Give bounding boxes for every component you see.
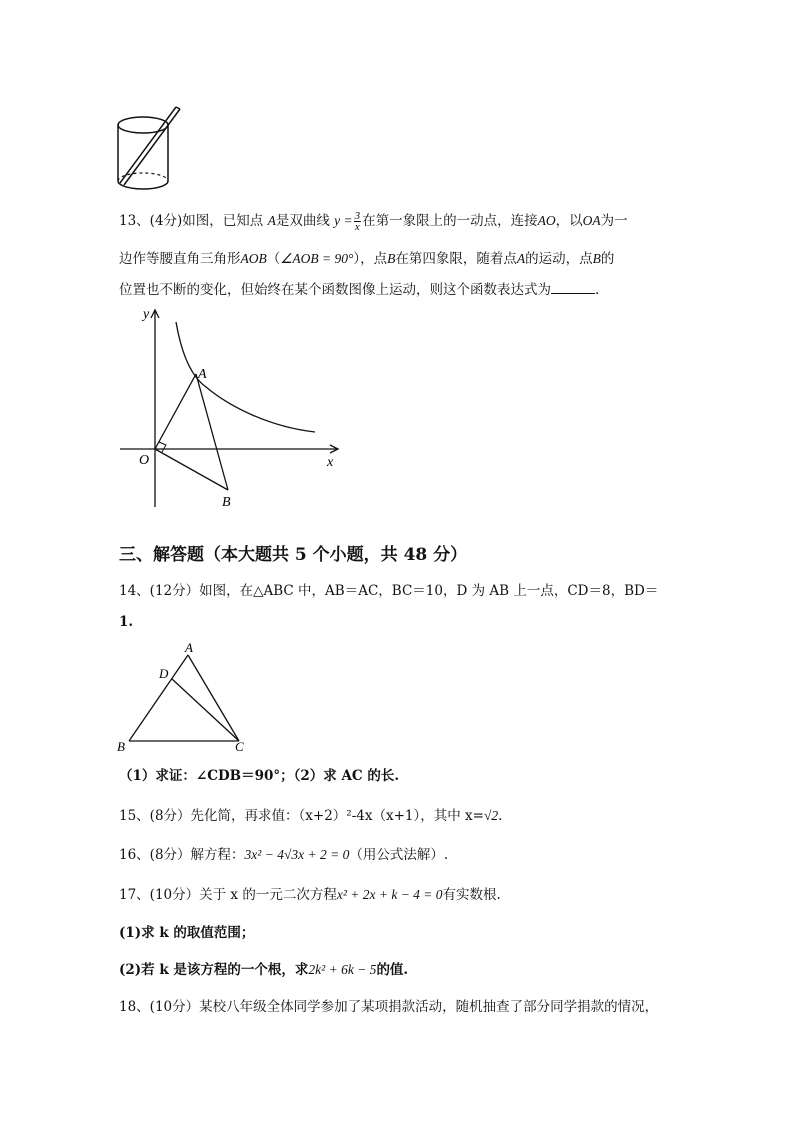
q13-line2: 边作等腰直角三角形AOB（∠AOB = 90°），点B在第四象限，随着点A的运动，点B的 <box>119 251 615 267</box>
q14-line1: 14、(12分）如图，在△ABC 中，AB＝AC，BC＝10，D 为 AB 上一点，CD＝8，BD＝ <box>119 583 659 599</box>
segment-OB <box>155 449 228 490</box>
q17-line: 17、(10分）关于 x 的一元二次方程x² + 2x + k − 4 = 0有实数根. <box>119 887 501 903</box>
segment-CD <box>172 679 239 741</box>
q17-sub2: (2)若 k 是该方程的一个根，求2k² + 6k − 5的值. <box>119 962 409 978</box>
q14-line2: 1. <box>119 614 134 630</box>
label-y: y <box>143 307 150 322</box>
label-x: x <box>327 455 334 470</box>
q18-line: 18、(10分）某校八年级全体同学参加了某项捐款活动，随机抽查了部分同学捐款的情况， <box>119 999 659 1015</box>
label-B: B <box>222 495 231 510</box>
segment-AC <box>188 655 239 741</box>
label-B: B <box>117 739 125 754</box>
q13-line3: 位置也不断的变化，但始终在某个函数图像上运动，则这个函数表达式为 . <box>119 282 600 298</box>
label-A: A <box>198 367 207 382</box>
section-heading: 三、解答题（本大题共 5 个小题，共 48 分） <box>119 545 468 565</box>
q14-subquestions: （1）求证：∠CDB＝90°；（2）求 AC 的长. <box>119 768 400 784</box>
fraction-3-over-x: $\frac{3}{x}$ <box>354 210 361 233</box>
label-D: D <box>159 666 169 681</box>
hyperbola-graph <box>110 302 350 512</box>
label-O: O <box>139 453 150 468</box>
triangle-figure <box>113 638 253 756</box>
segment-OA <box>155 374 196 449</box>
q13-line1: 13、(4分)如图，已知点 A是双曲线 y = $\frac{3}{x}$ 在第一象限上的一动点，连接AO，以OA为一 <box>119 210 628 233</box>
q16-line: 16、(8分）解方程：3x² − 4√3x + 2 = 0（用公式法解）. <box>119 847 449 863</box>
cylinder-figure <box>112 103 184 195</box>
q15-line: 15、(8分）先化简，再求值：（x+2）²-4x（x+1），其中 x=√2. <box>119 808 503 824</box>
answer-blank <box>551 281 595 294</box>
label-C: C <box>235 739 244 754</box>
right-angle-mark <box>159 442 166 452</box>
label-A: A <box>185 640 193 655</box>
q17-sub1: (1)求 k 的取值范围； <box>119 925 255 941</box>
